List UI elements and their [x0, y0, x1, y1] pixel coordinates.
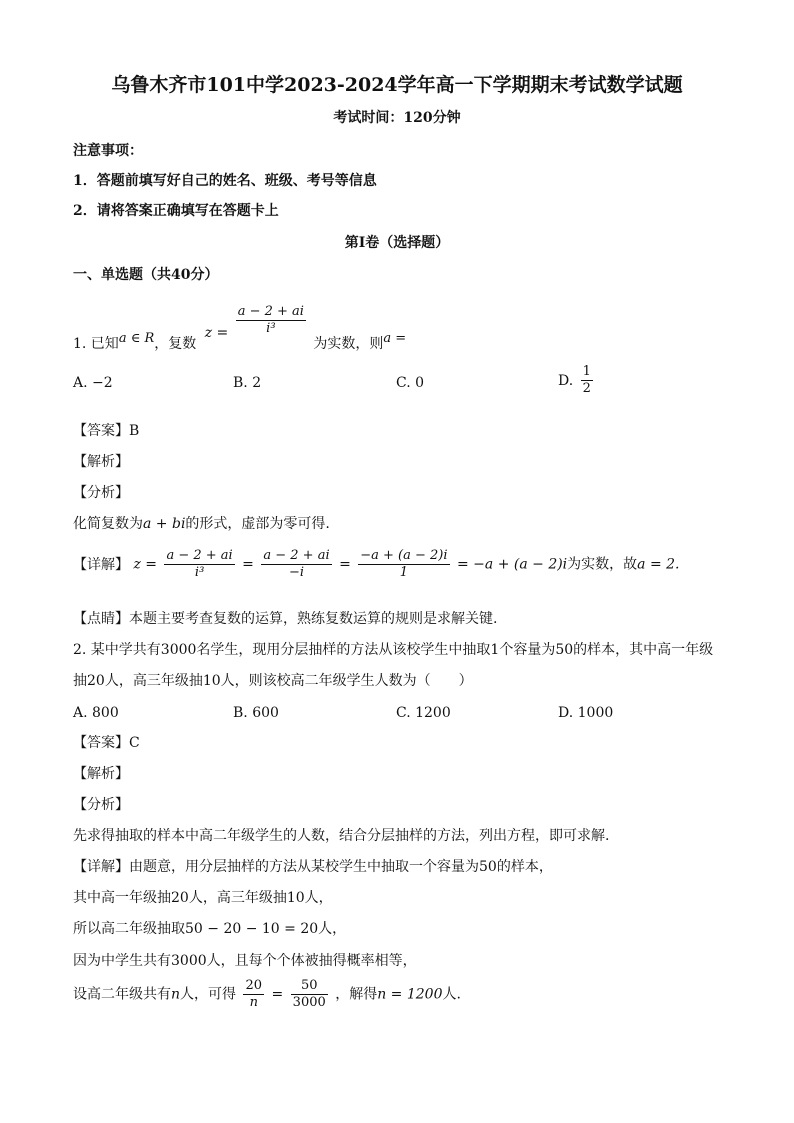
q1-fenxi-math: a + bi — [143, 516, 186, 532]
q1-detail-z: z = — [133, 556, 158, 573]
exam-time: 考试时间：120分钟 — [333, 110, 461, 126]
q1-detail-frac1-num: a − 2 + ai — [166, 548, 233, 563]
q2-line-2: 抽20人，高三年级抽10人，则该校高二年级学生人数为（ ） — [73, 673, 473, 689]
q2-detail-5-n: n — [171, 986, 181, 1003]
q2-detail-3-math: 50 − 20 − 10 = 20 — [185, 921, 319, 937]
q1-detail-result: a = 2. — [637, 556, 680, 573]
q1-option-a: A. −2 — [73, 375, 113, 391]
q2-detail-4: 因为中学生共有3000人，且每个个体被抽得概率相等， — [73, 953, 417, 969]
q1-detail-frac1-den: i³ — [194, 565, 205, 580]
q1-suffix: 为实数，则 — [313, 335, 384, 352]
q2-detail-3-pre: 所以高二年级抽取 — [73, 921, 185, 937]
q1-point: 【点睛】本题主要考查复数的运算，熟练复数运算的规则是求解关键. — [73, 611, 498, 627]
q1-ask: a = — [383, 330, 407, 346]
q1-option-d-den: 2 — [582, 381, 591, 396]
q2-detail-5-result: n = 1200 — [377, 986, 443, 1003]
q1-detail-frac3 — [358, 548, 449, 581]
q1-detail-eq2: = — [339, 556, 351, 573]
q1-detail-frac1 — [164, 548, 234, 581]
q1-option-c: C. 0 — [396, 375, 425, 391]
q1-detail — [73, 548, 680, 594]
q1-detail-frac3-den: 1 — [399, 565, 409, 580]
q2-detail-1: 【详解】由题意，用分层抽样的方法从某校学生中抽取一个容量为50的样本， — [73, 859, 553, 875]
page-title: 乌鲁木齐市101中学2023-2024学年高一下学期期末考试数学试题 — [111, 74, 683, 96]
q2-detail-3-post: 人， — [318, 921, 347, 937]
q2-option-d: D. 1000 — [558, 705, 614, 721]
q2-fenxi-tag: 【分析】 — [73, 797, 129, 813]
section-heading: 一、单选题（共40分） — [73, 267, 219, 283]
volume-heading: 第Ⅰ卷（选择题） — [344, 235, 450, 251]
q2-detail-3 — [73, 920, 346, 938]
q2-detail-5-frac2-num: 50 — [291, 978, 328, 995]
q1-fraction-denominator: i³ — [266, 321, 276, 336]
q2-detail-5-frac1 — [243, 978, 264, 1011]
q1-detail-frac2-num: a − 2 + ai — [263, 548, 330, 563]
q2-detail-5-frac2 — [291, 978, 328, 1011]
q2-option-a: A. 800 — [73, 705, 119, 721]
q1-detail-frac2-den: −i — [288, 565, 305, 580]
q2-detail-5-pre: 设高二年级共有 — [73, 986, 171, 1003]
q2-detail-5-mid: 人，可得 — [180, 986, 237, 1003]
q2-detail-5-end: 人. — [442, 986, 461, 1003]
q1-answer: 【答案】B — [73, 423, 140, 439]
q2-answer: 【答案】C — [73, 735, 140, 751]
q2-detail-5-frac1-den: n — [249, 995, 258, 1010]
q1-option-d — [558, 364, 596, 397]
q2-option-c: C. 1200 — [396, 705, 451, 721]
q1-prefix: 1. 已知 — [73, 335, 119, 352]
q1-option-b: B. 2 — [233, 375, 262, 391]
q1-condition: a ∈ R — [118, 330, 155, 346]
q1-detail-frac3-num: −a + (a − 2)i — [360, 548, 448, 563]
q1-fenxi-post: 的形式，虚部为零可得. — [185, 516, 330, 532]
q1-option-d-fraction — [581, 364, 593, 397]
q1-z-eq: z = — [204, 324, 229, 341]
q2-detail-5-eq: = — [271, 986, 284, 1003]
q1-fenxi — [73, 515, 330, 533]
q1-option-d-num: 1 — [582, 364, 591, 379]
q1-detail-eq1: = — [242, 556, 254, 573]
q1-detail-tail: 为实数，故 — [567, 556, 638, 573]
q1-option-d-label: D. — [558, 372, 574, 389]
q1-detail-eq3: = −a + (a − 2)i — [456, 556, 568, 573]
q2-detail-5-post: ，解得 — [335, 986, 378, 1003]
q1-detail-tag: 【详解】 — [73, 556, 129, 573]
q1-fraction-numerator: a − 2 + ai — [237, 304, 304, 319]
q2-fenxi: 先求得抽取的样本中高二年级学生的人数，结合分层抽样的方法，列出方程，即可求解. — [73, 828, 610, 844]
q2-option-b: B. 600 — [233, 705, 279, 721]
notes-heading: 注意事项： — [73, 143, 143, 159]
q1-fenxi-tag: 【分析】 — [73, 485, 129, 501]
q2-detail-5 — [73, 978, 461, 1018]
q1-fraction — [236, 304, 306, 337]
q2-detail-5-frac2-den: 3000 — [292, 995, 326, 1010]
note-1: 1．答题前填写好自己的姓名、班级、考号等信息 — [73, 173, 377, 189]
q2-line-1: 2. 某中学共有3000名学生，现用分层抽样的方法从该校学生中抽取1个容量为50的样本，其中高一年级 — [73, 642, 714, 658]
note-2: 2．请将答案正确填写在答题卡上 — [73, 203, 279, 219]
q2-detail-5-frac1-num: 20 — [245, 978, 263, 993]
question-1 — [73, 300, 406, 350]
q1-detail-frac2 — [261, 548, 331, 581]
q1-analysis-tag: 【解析】 — [73, 454, 129, 470]
q2-analysis-tag: 【解析】 — [73, 766, 129, 782]
q2-detail-2: 其中高一年级抽20人，高三年级抽10人， — [73, 890, 333, 906]
q1-fenxi-pre: 化简复数为 — [73, 516, 143, 532]
q1-mid: ，复数 — [154, 335, 197, 352]
